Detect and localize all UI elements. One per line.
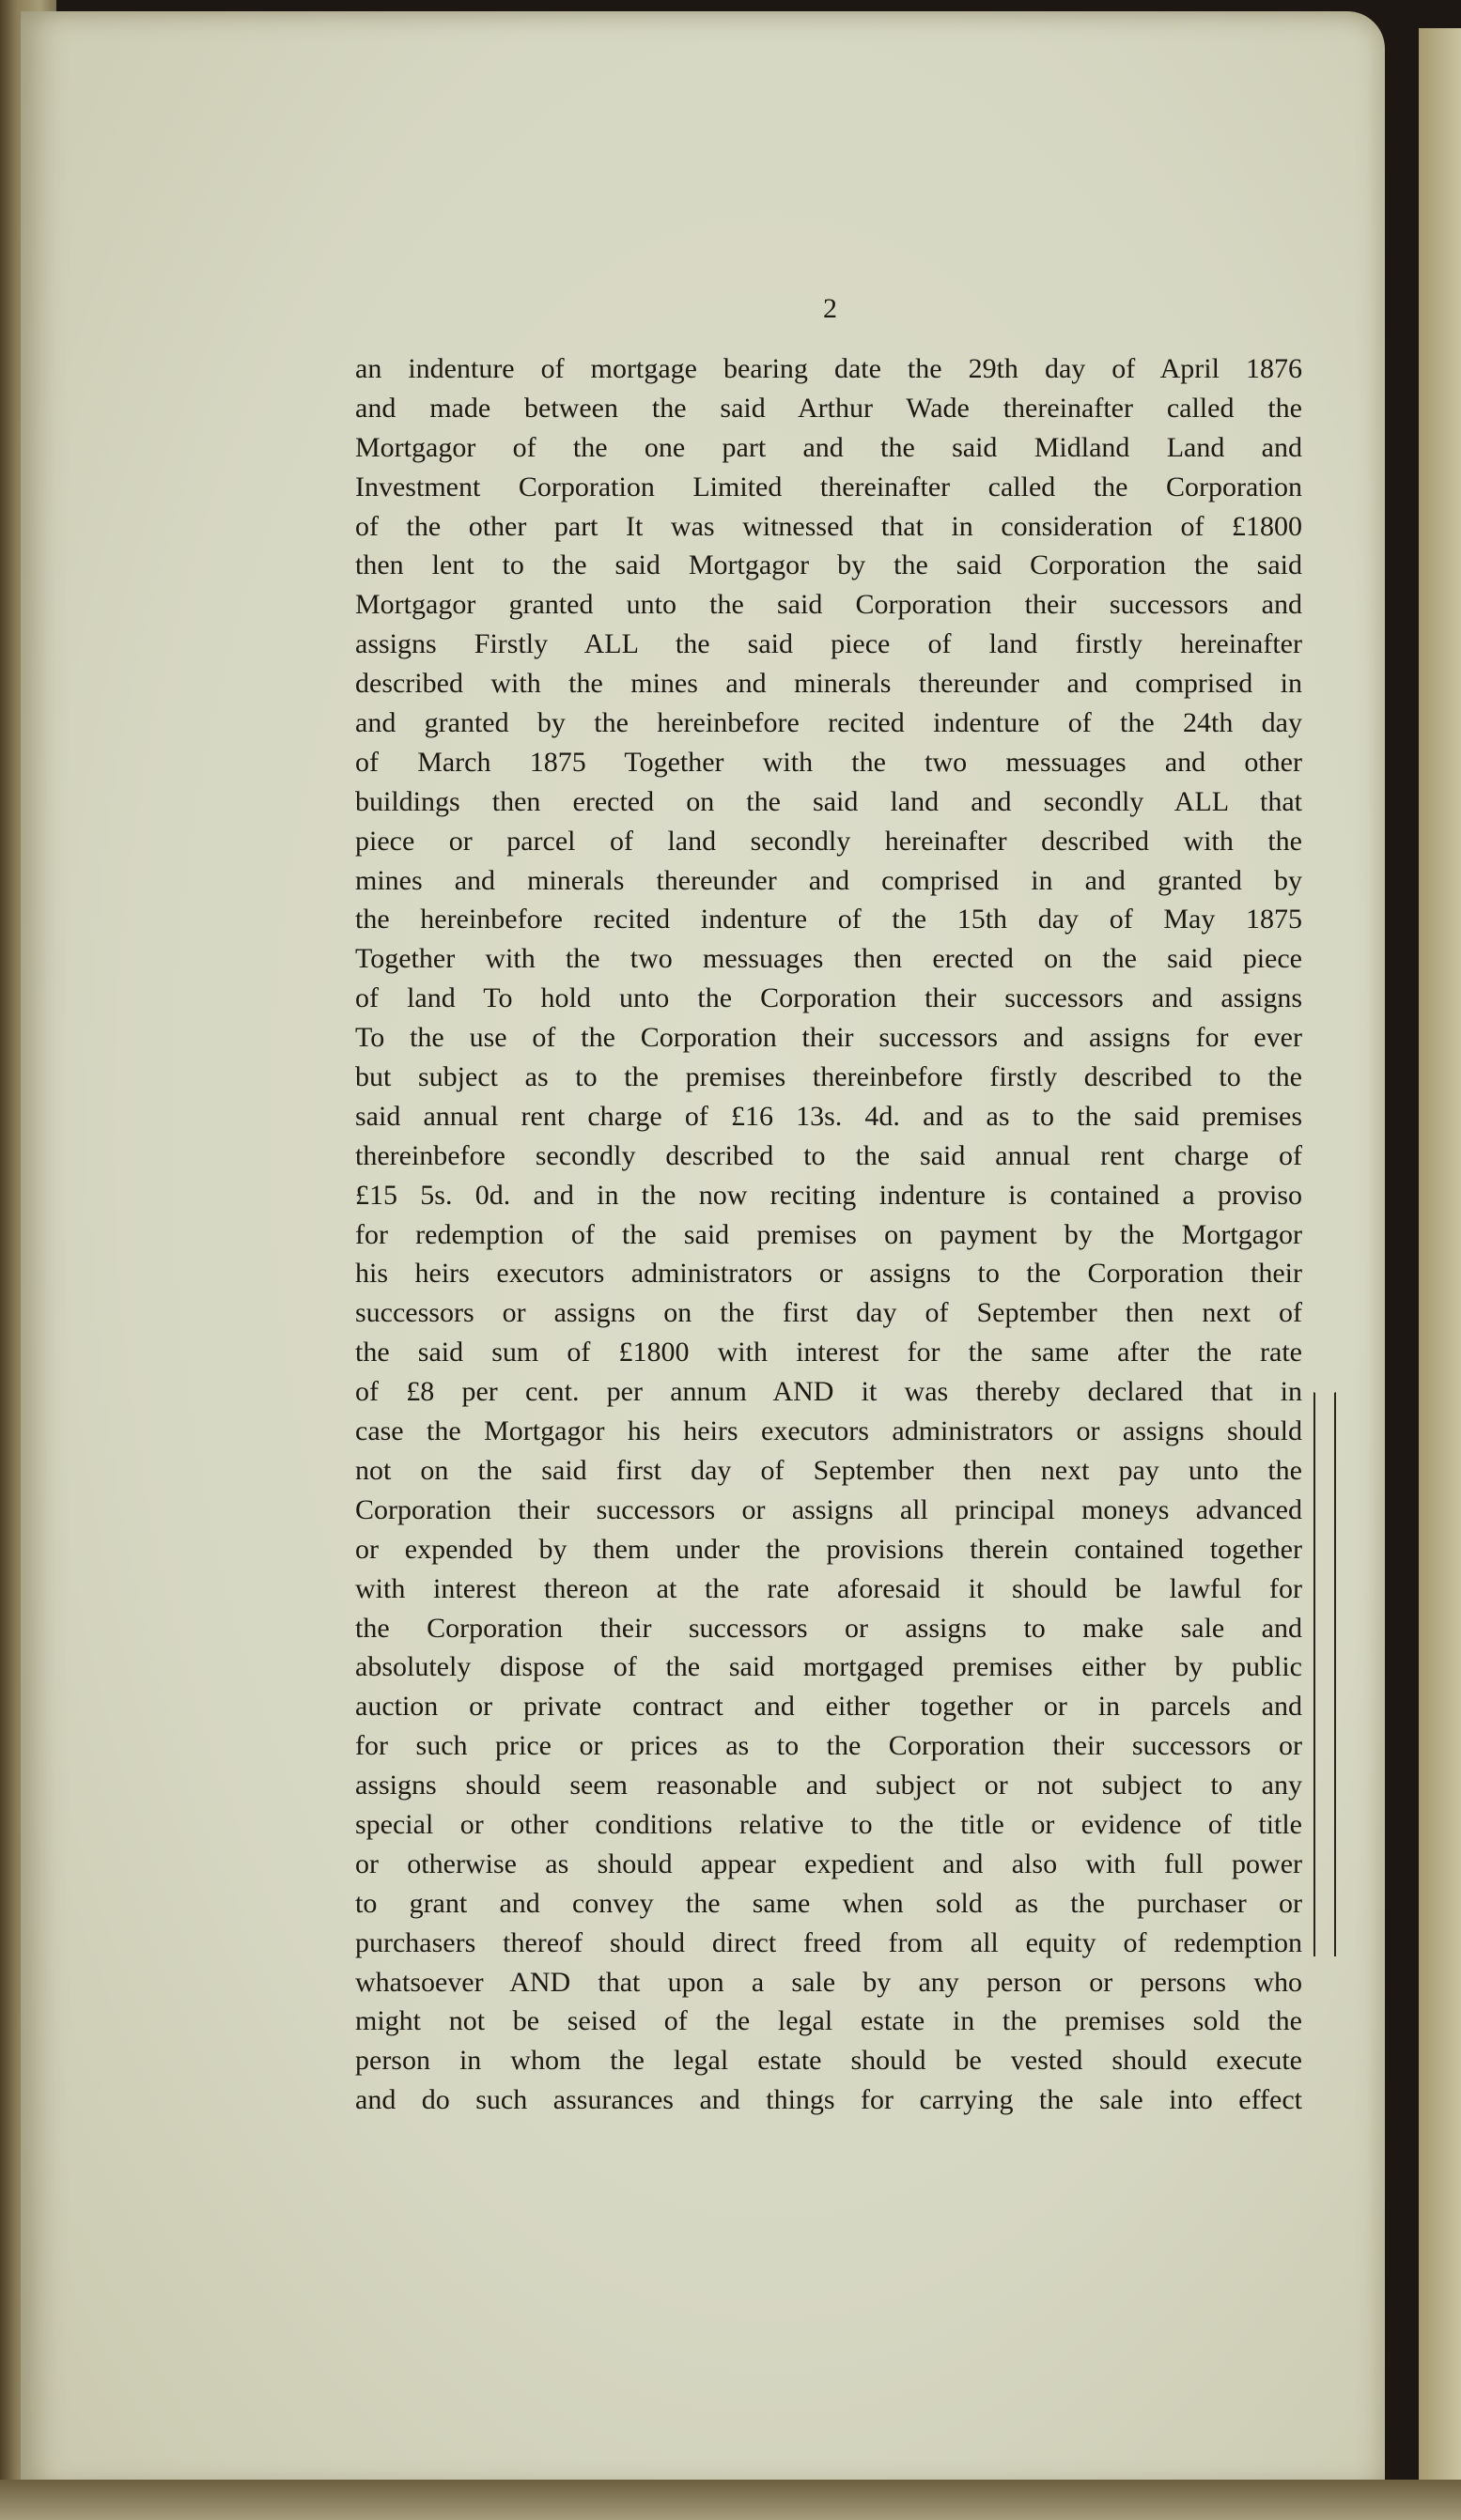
text-line: described with the mines and minerals thereunder and comprised in [355, 668, 1302, 700]
document-body [355, 349, 1302, 2120]
text-line: Corporation their successors or assigns all principal moneys advanced [355, 1493, 1302, 1525]
text-line: his heirs executors administrators or assigns to the Corporation their [355, 1258, 1302, 1290]
text-line: not on the said first day of September then next pay unto the [355, 1454, 1302, 1486]
text-line: person in whom the legal estate should be vested should execute [355, 2045, 1302, 2077]
text-line: Together with the two messuages then erected on the said piece [355, 943, 1302, 975]
text-line: successors or assigns on the first day of September then next of [355, 1297, 1302, 1329]
text-line: the said sum of £1800 with interest for the same after the rate [355, 1337, 1302, 1368]
text-line: or expended by them under the provisions therein contained together [355, 1533, 1302, 1565]
text-line: and made between the said Arthur Wade thereinafter called the [355, 392, 1302, 424]
text-line: of land To hold unto the Corporation their successors and assigns [355, 982, 1302, 1014]
text-line: for such price or prices as to the Corporation their successors or [355, 1730, 1302, 1762]
text-line: but subject as to the premises thereinbefore firstly described to the [355, 1061, 1302, 1093]
text-line: of £8 per cent. per annum AND it was thereby declared that in [355, 1376, 1302, 1408]
text-line: absolutely dispose of the said mortgaged premises either by public [355, 1651, 1302, 1683]
text-line: case the Mortgagor his heirs executors administrators or assigns should [355, 1415, 1302, 1447]
text-line: with interest thereon at the rate aforesaid it should be lawful for [355, 1572, 1302, 1604]
text-line: or otherwise as should appear expedient and also with full power [355, 1847, 1302, 1879]
text-line: of March 1875 Together with the two messuages and other [355, 746, 1302, 778]
text-line: thereinbefore secondly described to the said annual rent charge of [355, 1139, 1302, 1171]
text-line: the hereinbefore recited indenture of the 15th day of May 1875 [355, 904, 1302, 935]
adjacent-page-edge [1419, 28, 1461, 2520]
text-line: To the use of the Corporation their successors and assigns for ever [355, 1022, 1302, 1054]
text-line: of the other part It was witnessed that in consideration of £1800 [355, 510, 1302, 542]
text-line: buildings then erected on the said land and secondly ALL that [355, 785, 1302, 817]
text-line: Investment Corporation Limited thereinafter called the Corporation [355, 471, 1302, 502]
page-number: 2 [823, 293, 837, 324]
text-line: for redemption of the said premises on payment by the Mortgagor [355, 1218, 1302, 1250]
text-line: then lent to the said Mortgagor by the said Corporation the said [355, 549, 1302, 581]
text-line: an indenture of mortgage bearing date the 29th day of April 1876 [355, 353, 1302, 384]
text-line: said annual rent charge of £16 13s. 4d. and as to the said premises [355, 1100, 1302, 1132]
text-line: special or other conditions relative to the title or evidence of title [355, 1808, 1302, 1840]
text-line: might not be seised of the legal estate in the premises sold the [355, 2005, 1302, 2037]
text-line: and do such assurances and things for carrying the sale into effect [355, 2084, 1302, 2116]
text-line: assigns Firstly ALL the said piece of land firstly hereinafter [355, 628, 1302, 660]
text-line: and granted by the hereinbefore recited indenture of the 24th day [355, 707, 1302, 739]
margin-bracket-mark [1313, 1392, 1336, 1956]
text-line: assigns should seem reasonable and subject or not subject to any [355, 1770, 1302, 1801]
text-line: auction or private contract and either together or in parcels and [355, 1691, 1302, 1723]
page-bottom-edge [0, 2480, 1461, 2520]
text-line: mines and minerals thereunder and comprised in and granted by [355, 864, 1302, 896]
text-line: £15 5s. 0d. and in the now reciting indenture is contained a proviso [355, 1179, 1302, 1211]
text-line: Mortgagor granted unto the said Corporation their successors and [355, 589, 1302, 621]
text-line: purchasers thereof should direct freed from all equity of redemption [355, 1926, 1302, 1958]
text-line: piece or parcel of land secondly hereinafter described with the [355, 825, 1302, 857]
text-line: the Corporation their successors or assigns to make sale and [355, 1612, 1302, 1644]
text-line: Mortgagor of the one part and the said Midland Land and [355, 431, 1302, 463]
text-line: to grant and convey the same when sold as the purchaser or [355, 1887, 1302, 1919]
text-line: whatsoever AND that upon a sale by any person or persons who [355, 1966, 1302, 1998]
